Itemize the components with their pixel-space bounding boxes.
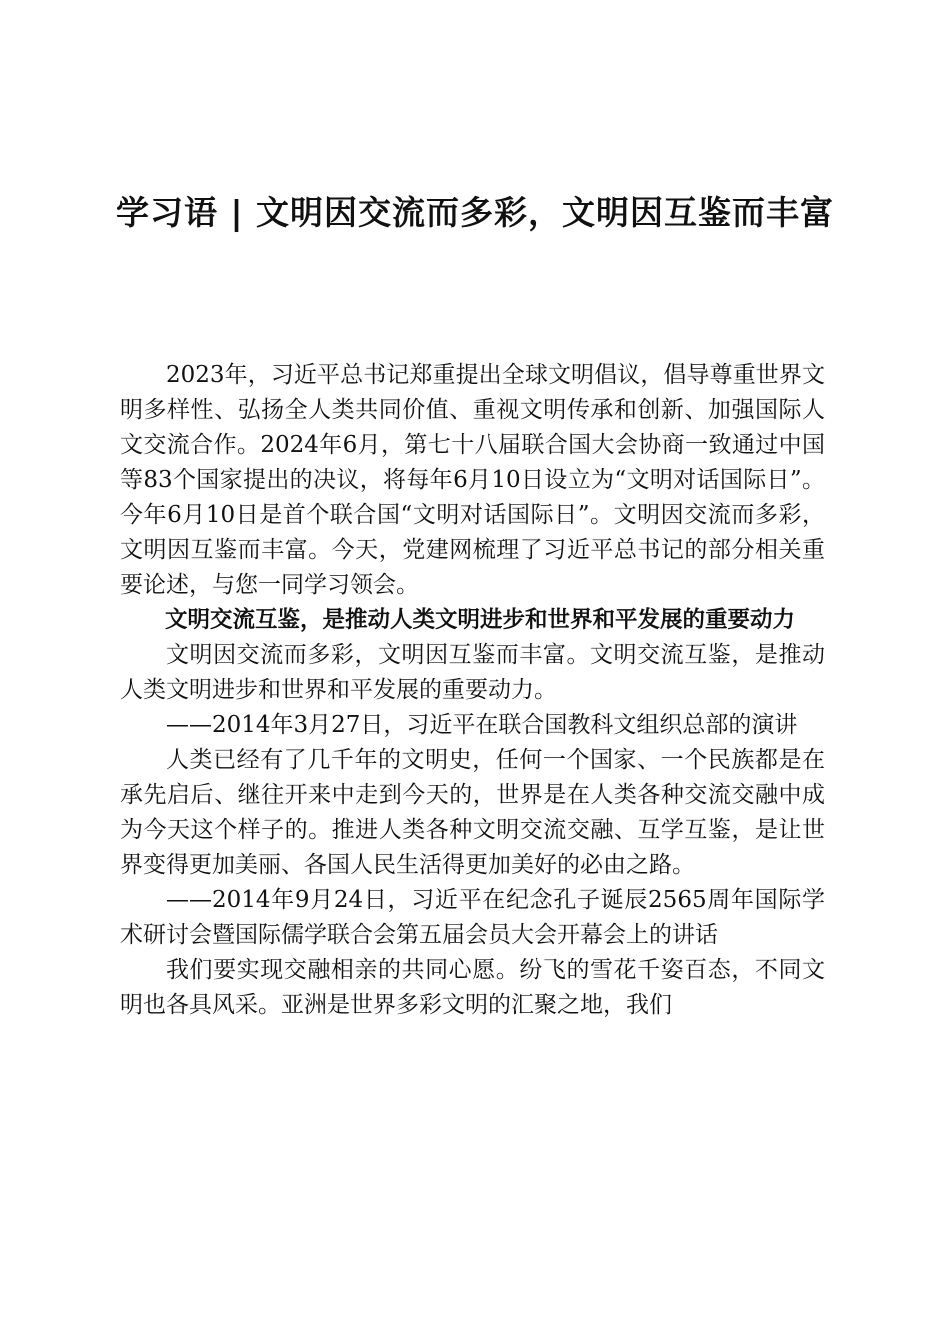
document-title: 学习语 | 文明因交流而多彩，文明因互鉴而丰富 (115, 193, 835, 232)
quote-paragraph: 文明因交流而多彩，文明因互鉴而丰富。文明交流互鉴，是推动人类文明进步和世界和平发展的重要动力。 (120, 642, 825, 703)
quote-paragraph: 我们要实现交融相亲的共同心愿。纷飞的雪花千姿百态，不同文明也各具风采。亚洲是世界多彩文明的汇聚之地，我们 (120, 957, 825, 1018)
document-body (120, 358, 825, 1023)
quote-paragraph: 人类已经有了几千年的文明史，任何一个国家、一个民族都是在承先启后、继往开来中走到今天的，世界是在人类各种交流交融中成为今天这个样子的。推进人类各种文明交流交融、互学互鉴，是让世界变得更加美丽、各国人民生活得更加美好的必由之路。 (120, 747, 825, 878)
quote-source: ——2014年9月24日，习近平在纪念孔子诞辰2565周年国际学术研讨会暨国际儒学联合会第五届会员大会开幕会上的讲话 (120, 887, 825, 948)
intro-paragraph: 2023年，习近平总书记郑重提出全球文明倡议，倡导尊重世界文明多样性、弘扬全人类共同价值、重视文明传承和创新、加强国际人文交流合作。2024年6月，第七十八届联合国大会协商一致通过中国等83个国家提出的决议，将每年6月10日设立为“文明对话国际日”。今年6月10日是首个联合国“文明对话国际日”。文明因交流而多彩，文明因互鉴而丰富。今天，党建网梳理了习近平总书记的部分相关重要论述，与您一同学习领会。 (120, 362, 825, 598)
quote-source: ——2014年3月27日，习近平在联合国教科文组织总部的演讲 (166, 712, 798, 738)
section-heading: 文明交流互鉴，是推动人类文明进步和世界和平发展的重要动力 (165, 607, 796, 633)
